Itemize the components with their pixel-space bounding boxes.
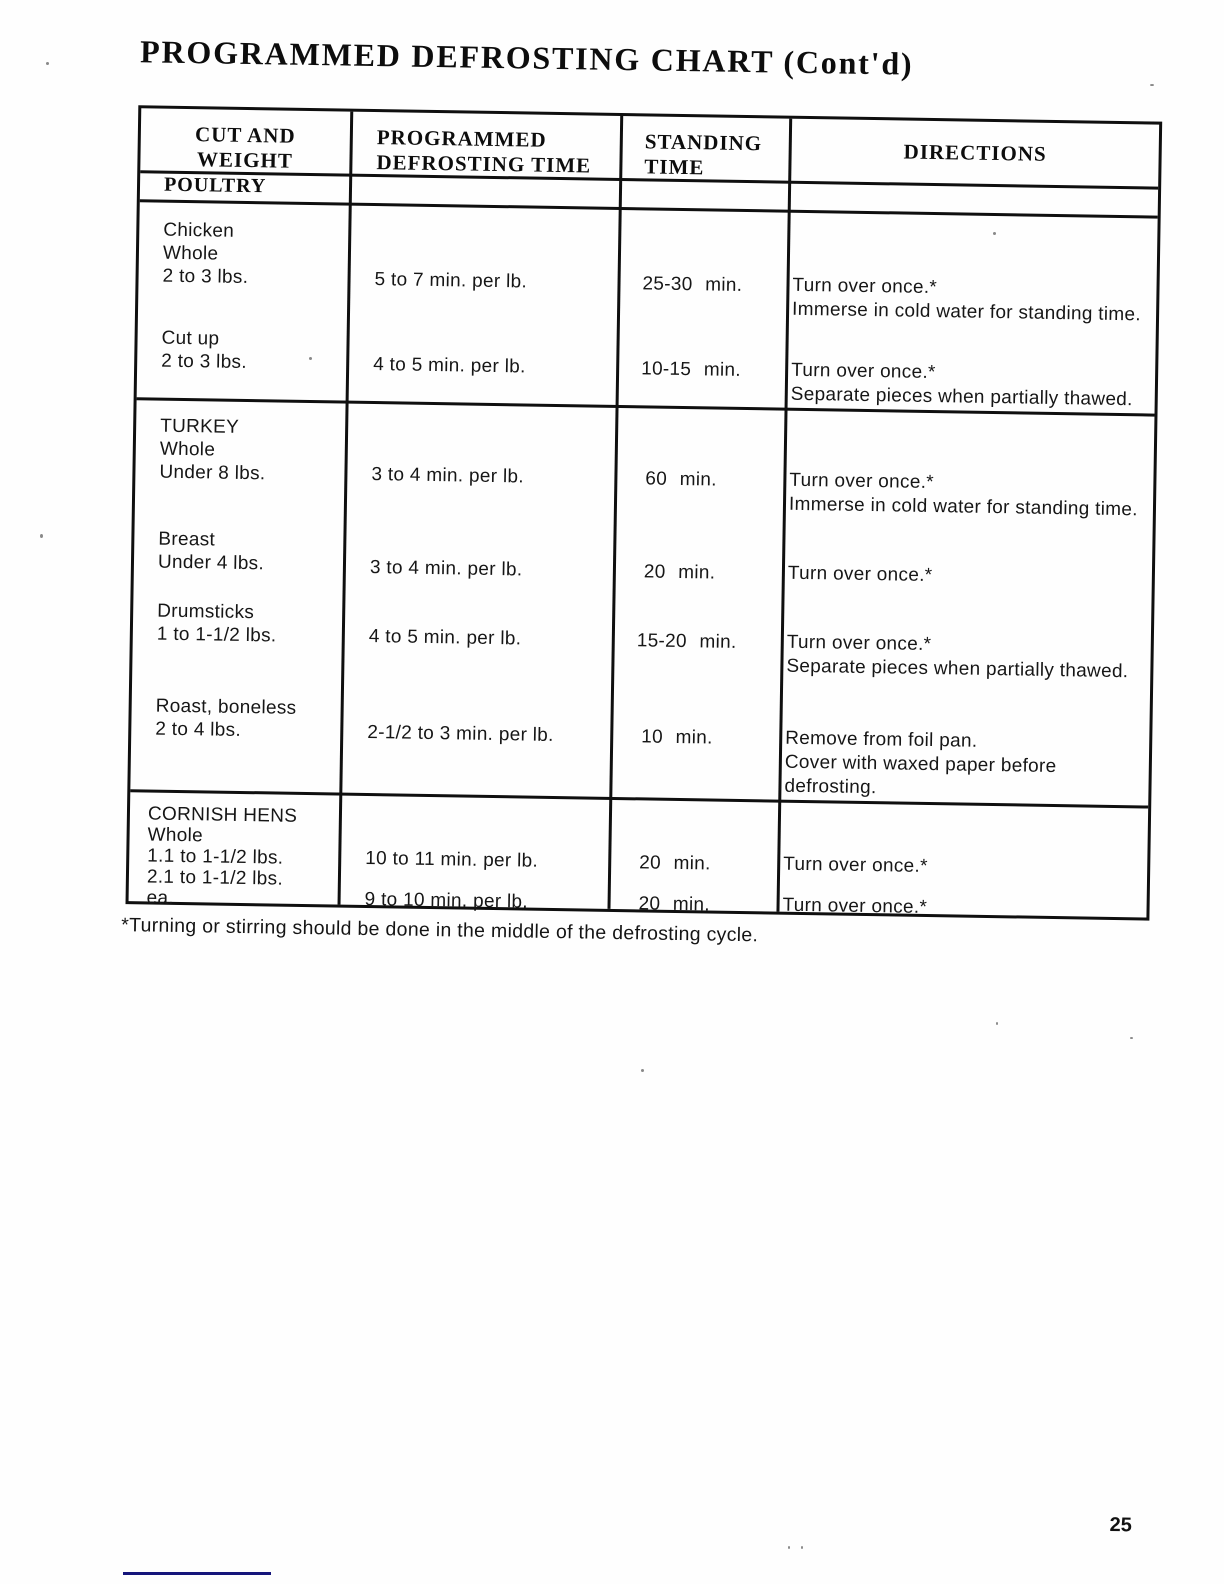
row-turkey-breast-time: 3 to 4 min. per lb. bbox=[369, 557, 523, 581]
row-turkey-roast-directions: Remove from foil pan. Cover with waxed paper before defrosting. bbox=[784, 727, 1057, 799]
row-turkey-whole-directions: Turn over once.* Immerse in cold water for standing time. bbox=[788, 469, 1138, 521]
row-turkey-roast-standing: 10 min. bbox=[641, 726, 713, 749]
row-turkey-breast-cut: Breast Under 4 lbs. bbox=[157, 528, 265, 575]
page-title: PROGRAMMED DEFROSTING CHART (Cont'd) bbox=[139, 33, 914, 82]
row-chicken-whole-cut: Chicken Whole 2 to 3 lbs. bbox=[162, 219, 249, 289]
row-chicken-whole-standing: 25-30 min. bbox=[642, 273, 743, 296]
row-chicken-cutup-directions: Turn over once.* Separate pieces when partially thawed. bbox=[790, 359, 1133, 411]
column-divider-1 bbox=[338, 112, 354, 905]
scan-speck bbox=[801, 1546, 803, 1549]
row-cornish-hens2-time: 9 to 10 min. per lb. bbox=[364, 888, 529, 913]
scan-speck bbox=[993, 232, 996, 235]
row-turkey-whole-standing: 60 min. bbox=[645, 468, 717, 491]
row-turkey-breast-directions: Turn over once.* bbox=[787, 562, 933, 587]
poultry-row-divider bbox=[140, 199, 1158, 218]
row-chicken-cutup-standing: 10-15 min. bbox=[640, 358, 742, 381]
blue-underline-rule bbox=[123, 1572, 271, 1575]
scan-speck bbox=[1150, 84, 1154, 86]
row-turkey-whole-time: 3 to 4 min. per lb. bbox=[371, 464, 525, 488]
scan-speck bbox=[788, 1546, 790, 1549]
column-divider-2 bbox=[607, 116, 623, 909]
row-chicken-cutup-cut: Cut up 2 to 3 lbs. bbox=[161, 327, 248, 374]
defrosting-chart-table bbox=[125, 105, 1162, 920]
row-turkey-drumsticks-directions: Turn over once.* Separate pieces when partially thawed. bbox=[786, 631, 1129, 683]
scan-speck bbox=[996, 1022, 998, 1025]
scan-speck bbox=[641, 1069, 644, 1072]
row-cornish-hens-cut: CORNISH HENS Whole 1.1 to 1-1/2 lbs. 2.1 to 1-1/2 lbs. ea. bbox=[146, 803, 298, 909]
header-standing-time: STANDING TIME bbox=[644, 129, 763, 180]
row-turkey-drumsticks-standing: 15-20 min. bbox=[636, 630, 737, 653]
row-turkey-drumsticks-time: 4 to 5 min. per lb. bbox=[368, 626, 522, 650]
row-turkey-roast-cut: Roast, boneless 2 to 4 lbs. bbox=[155, 695, 297, 741]
scan-speck bbox=[1130, 1037, 1133, 1039]
row-turkey-whole-cut: TURKEY Whole Under 8 lbs. bbox=[159, 415, 266, 485]
row-cornish-hens-standing: 20 min. bbox=[639, 852, 711, 875]
header-programmed-defrosting-time: PROGRAMMED DEFROSTING TIME bbox=[376, 125, 592, 178]
row-turkey-roast-time: 2-1/2 to 3 min. per lb. bbox=[367, 721, 554, 746]
header-directions: DIRECTIONS bbox=[903, 139, 1047, 166]
row-cornish-hens2-standing: 20 min. bbox=[638, 893, 711, 916]
row-cornish-hens-directions: Turn over once.* bbox=[783, 853, 928, 878]
row-chicken-cutup-time: 4 to 5 min. per lb. bbox=[373, 354, 526, 378]
scan-speck bbox=[46, 62, 49, 65]
row-chicken-whole-directions: Turn over once.* Immerse in cold water for standing time. bbox=[791, 274, 1142, 326]
page-number: 25 bbox=[1109, 1514, 1133, 1537]
row-chicken-whole-time: 5 to 7 min. per lb. bbox=[374, 269, 528, 293]
scan-speck bbox=[40, 534, 43, 538]
header-cut-and-weight: CUT AND WEIGHT bbox=[194, 122, 296, 173]
row-cornish-hens2-directions: Turn over once.* bbox=[782, 894, 928, 919]
row-turkey-drumsticks-cut: Drumsticks 1 to 1-1/2 lbs. bbox=[156, 600, 277, 647]
row-turkey-breast-standing: 20 min. bbox=[643, 561, 716, 584]
category-poultry: POULTRY bbox=[163, 173, 267, 198]
row-cornish-hens-time: 10 to 11 min. per lb. bbox=[365, 847, 539, 872]
scan-speck bbox=[309, 357, 312, 360]
footnote: *Turning or stirring should be done in the middle of the defrosting cycle. bbox=[120, 914, 759, 947]
